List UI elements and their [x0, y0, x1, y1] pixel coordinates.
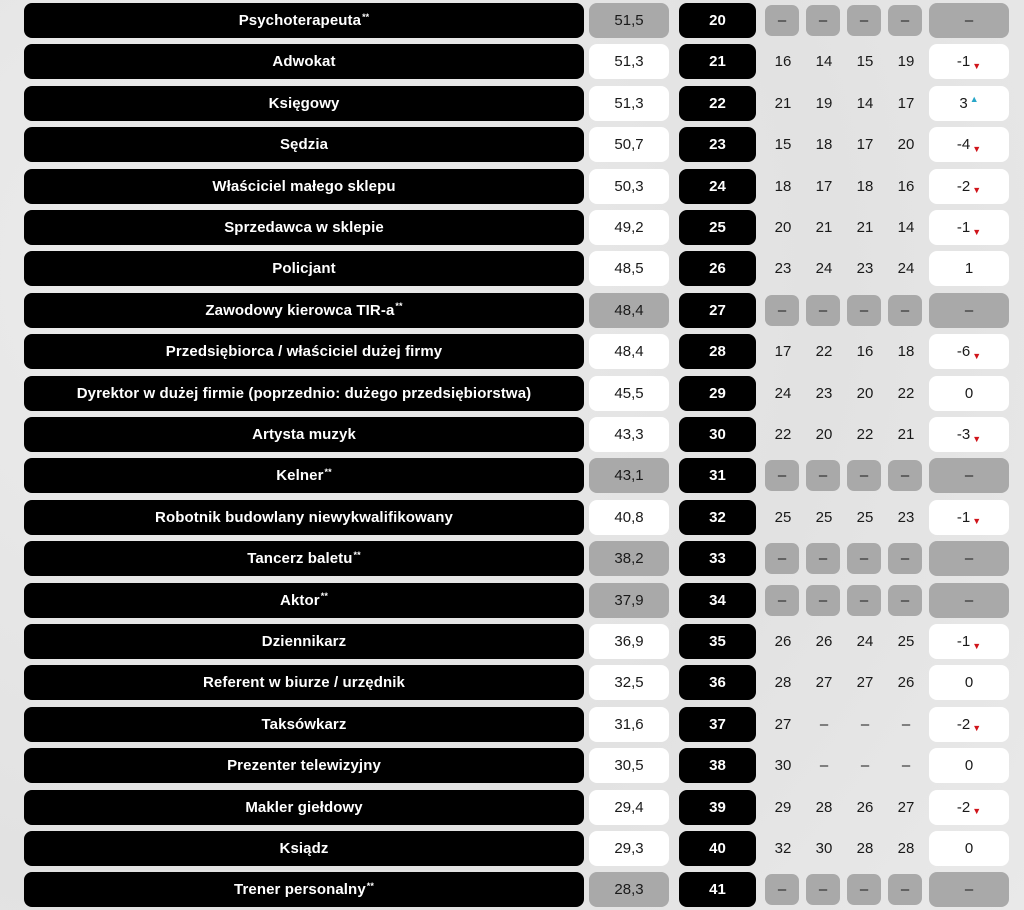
occupation-label: Artysta muzyk — [252, 426, 356, 443]
prestige-score: 45,5 — [589, 376, 669, 411]
historical-rank: 21 — [856, 219, 874, 236]
rank-position: 31 — [679, 458, 756, 493]
table-row — [0, 376, 1024, 411]
rank-change-value: -2 — [956, 177, 971, 195]
historical-rank: 17 — [774, 343, 792, 361]
historical-rank: 27 — [815, 674, 833, 692]
historical-rank: 22 — [815, 343, 833, 361]
historical-rank: – — [847, 874, 881, 905]
rank-change — [929, 541, 1009, 576]
rank-position: 38 — [679, 748, 756, 783]
rank-position: 34 — [679, 583, 756, 618]
rank-change-value: -1 — [956, 508, 971, 526]
historical-rank: – — [847, 5, 881, 36]
prestige-score: 37,9 — [589, 583, 669, 618]
historical-rank: 22 — [774, 426, 792, 443]
rank-change-value: -3 — [956, 426, 971, 443]
occupation-label: Makler giełdowy — [245, 798, 363, 816]
rank-position: 20 — [679, 3, 756, 38]
rank-position: 26 — [679, 251, 756, 286]
rank-change — [929, 872, 1009, 907]
occupation-label: Adwokat — [272, 53, 336, 71]
rank-change-value: -4 — [956, 136, 971, 154]
occupation-label: Zawodowy kierowca TIR-a — [205, 301, 395, 319]
occupation-label: Trener personalny — [234, 881, 366, 899]
prestige-score: 50,3 — [589, 169, 669, 204]
occupation-label: Policjant — [272, 260, 336, 278]
occupation-label: Księgowy — [268, 94, 340, 112]
table-row — [0, 86, 1024, 121]
prestige-score: 51,3 — [589, 86, 669, 121]
occupation-name — [24, 169, 584, 204]
table-row — [0, 334, 1024, 369]
down-arrow-icon: ▼ — [972, 433, 982, 444]
rank-change-value: -1 — [956, 633, 971, 650]
rank-change — [929, 127, 1009, 162]
occupation-name — [24, 707, 584, 742]
rank-position: 41 — [679, 872, 756, 907]
historical-rank: 28 — [897, 840, 915, 857]
historical-rank: 18 — [856, 177, 874, 195]
rank-change — [929, 293, 1009, 328]
historical-rank: 23 — [897, 508, 915, 526]
historical-rank: 27 — [856, 674, 874, 692]
historical-rank: – — [860, 715, 870, 733]
prestige-score: 49,2 — [589, 210, 669, 245]
rank-change-value: -1 — [956, 53, 971, 71]
historical-rank: 30 — [815, 840, 833, 857]
occupation-name — [24, 376, 584, 411]
prestige-score: 29,4 — [589, 790, 669, 825]
historical-rank: 17 — [897, 94, 915, 112]
occupation-name — [24, 293, 584, 328]
historical-rank: – — [847, 460, 881, 491]
table-row — [0, 417, 1024, 452]
rank-position: 39 — [679, 790, 756, 825]
rank-change — [929, 44, 1009, 79]
occupation-label: Właściciel małego sklepu — [212, 177, 396, 195]
rank-change-value: -2 — [956, 715, 971, 733]
occupation-label: Kelner — [276, 467, 324, 485]
rank-change-value: -6 — [956, 343, 971, 361]
historical-rank: – — [901, 757, 911, 775]
occupation-label: Sprzedawca w sklepie — [224, 219, 384, 236]
historical-rank: – — [847, 543, 881, 574]
occupation-label: Referent w biurze / urzędnik — [202, 674, 405, 692]
down-arrow-icon: ▼ — [972, 806, 982, 817]
historical-rank: 26 — [856, 798, 874, 816]
historical-rank: 15 — [774, 136, 792, 154]
rank-change-value: 1 — [964, 260, 974, 278]
table-row — [0, 500, 1024, 535]
up-arrow-icon: ▲ — [969, 94, 979, 105]
rank-change-value: 0 — [964, 674, 974, 692]
historical-rank: – — [765, 295, 799, 326]
occupation-name — [24, 624, 584, 659]
occupation-label: Robotnik budowlany niewykwalifikowany — [155, 508, 453, 526]
historical-rank: 23 — [774, 260, 792, 278]
footnote-mark: ** — [366, 880, 374, 891]
rank-change — [929, 458, 1009, 493]
historical-rank: 16 — [897, 177, 915, 195]
rank-change — [929, 500, 1009, 535]
occupation-name — [24, 790, 584, 825]
occupation-name — [24, 44, 584, 79]
rank-change — [929, 3, 1009, 38]
occupation-name — [24, 872, 584, 907]
occupation-name — [24, 831, 584, 866]
occupation-name — [24, 251, 584, 286]
prestige-score: 48,4 — [589, 293, 669, 328]
historical-rank: – — [901, 715, 911, 733]
rank-position: 25 — [679, 210, 756, 245]
table-row — [0, 3, 1024, 38]
rank-change-value: 0 — [964, 840, 974, 857]
table-row — [0, 624, 1024, 659]
table-row — [0, 583, 1024, 618]
rank-position: 22 — [679, 86, 756, 121]
rank-position: 29 — [679, 376, 756, 411]
rank-change-value: – — [964, 550, 974, 568]
occupation-label: Aktor — [280, 591, 320, 609]
table-row — [0, 127, 1024, 162]
footnote-mark: ** — [395, 301, 403, 312]
prestige-score: 36,9 — [589, 624, 669, 659]
historical-rank: – — [888, 295, 922, 326]
rank-change — [929, 583, 1009, 618]
down-arrow-icon: ▼ — [972, 60, 982, 71]
historical-rank: – — [888, 543, 922, 574]
table-row — [0, 541, 1024, 576]
historical-rank: – — [806, 874, 840, 905]
rank-position: 30 — [679, 417, 756, 452]
historical-rank: 24 — [897, 260, 915, 278]
occupation-name — [24, 583, 584, 618]
table-row — [0, 665, 1024, 700]
prestige-score: 40,8 — [589, 500, 669, 535]
historical-rank: – — [888, 5, 922, 36]
rank-position: 37 — [679, 707, 756, 742]
historical-rank: 25 — [856, 508, 874, 526]
rank-change-value: – — [964, 881, 974, 899]
historical-rank: 23 — [815, 384, 833, 402]
occupation-name — [24, 500, 584, 535]
prestige-score: 51,5 — [589, 3, 669, 38]
occupation-label: Prezenter telewizyjny — [227, 757, 381, 775]
historical-rank: 28 — [815, 798, 833, 816]
historical-rank: 14 — [856, 94, 874, 112]
historical-rank: 27 — [774, 715, 792, 733]
historical-rank: 27 — [897, 798, 915, 816]
historical-rank: 24 — [856, 633, 874, 650]
occupation-name — [24, 210, 584, 245]
table-row — [0, 169, 1024, 204]
rank-change — [929, 707, 1009, 742]
rank-change-value: – — [964, 12, 974, 29]
rank-change — [929, 665, 1009, 700]
historical-rank: 24 — [774, 384, 792, 402]
occupation-label: Dyrektor w dużej firmie (poprzednio: dużego przedsiębiorstwa) — [76, 384, 532, 402]
occupation-name — [24, 665, 584, 700]
prestige-score: 31,6 — [589, 707, 669, 742]
historical-rank: 14 — [815, 53, 833, 71]
down-arrow-icon: ▼ — [972, 143, 982, 154]
occupation-label: Ksiądz — [279, 840, 329, 857]
historical-rank: 24 — [815, 260, 833, 278]
historical-rank: 26 — [774, 633, 792, 650]
historical-rank: – — [806, 460, 840, 491]
rank-change — [929, 251, 1009, 286]
prestige-score: 51,3 — [589, 44, 669, 79]
rank-position: 33 — [679, 541, 756, 576]
historical-rank: – — [765, 874, 799, 905]
rank-change — [929, 417, 1009, 452]
rank-change-value: -1 — [956, 219, 971, 236]
historical-rank: – — [806, 585, 840, 616]
historical-rank: – — [765, 543, 799, 574]
historical-rank: 29 — [774, 798, 792, 816]
historical-rank: – — [765, 460, 799, 491]
rank-change — [929, 790, 1009, 825]
occupation-name — [24, 748, 584, 783]
table-row — [0, 293, 1024, 328]
table-row — [0, 707, 1024, 742]
historical-rank: – — [806, 295, 840, 326]
rank-position: 24 — [679, 169, 756, 204]
occupation-name — [24, 127, 584, 162]
historical-rank: – — [847, 585, 881, 616]
occupation-name — [24, 86, 584, 121]
rank-change-value: -2 — [956, 798, 971, 816]
occupation-label: Tancerz baletu — [247, 550, 353, 568]
rank-change-value: 0 — [964, 757, 974, 775]
down-arrow-icon: ▼ — [972, 185, 982, 196]
historical-rank: – — [806, 543, 840, 574]
historical-rank: – — [860, 757, 870, 775]
rank-change — [929, 210, 1009, 245]
prestige-score: 28,3 — [589, 872, 669, 907]
historical-rank: 22 — [897, 384, 915, 402]
table-row — [0, 458, 1024, 493]
occupation-label: Psychoterapeuta — [238, 12, 362, 29]
historical-rank: 25 — [774, 508, 792, 526]
historical-rank: – — [888, 585, 922, 616]
historical-rank: 16 — [856, 343, 874, 361]
historical-rank: 21 — [815, 219, 833, 236]
table-row — [0, 790, 1024, 825]
historical-rank: – — [888, 460, 922, 491]
historical-rank: 18 — [774, 177, 792, 195]
rank-change — [929, 169, 1009, 204]
prestige-score: 32,5 — [589, 665, 669, 700]
historical-rank: 18 — [815, 136, 833, 154]
rank-change-value: – — [964, 591, 974, 609]
rank-change — [929, 624, 1009, 659]
rank-change-value: 0 — [964, 384, 974, 402]
rank-change — [929, 86, 1009, 121]
rank-position: 21 — [679, 44, 756, 79]
prestige-score: 43,3 — [589, 417, 669, 452]
occupation-label: Sędzia — [279, 136, 329, 154]
historical-rank: 26 — [897, 674, 915, 692]
historical-rank: 17 — [856, 136, 874, 154]
down-arrow-icon: ▼ — [972, 640, 982, 651]
historical-rank: 20 — [856, 384, 874, 402]
historical-rank: – — [765, 585, 799, 616]
footnote-mark: ** — [353, 549, 361, 560]
historical-rank: – — [819, 757, 829, 775]
footnote-mark: ** — [320, 591, 328, 602]
historical-rank: 16 — [774, 53, 792, 71]
historical-rank: – — [847, 295, 881, 326]
occupation-label: Przedsiębiorca / właściciel dużej firmy — [165, 343, 443, 361]
historical-rank: 32 — [774, 840, 792, 857]
historical-rank: 22 — [856, 426, 874, 443]
historical-rank: 25 — [815, 508, 833, 526]
historical-rank: 20 — [774, 219, 792, 236]
down-arrow-icon: ▼ — [972, 723, 982, 734]
rank-change-value: – — [964, 301, 974, 319]
historical-rank: 15 — [856, 53, 874, 71]
historical-rank: 20 — [815, 426, 833, 443]
historical-rank: – — [806, 5, 840, 36]
table-row — [0, 872, 1024, 907]
table-row — [0, 44, 1024, 79]
occupation-name — [24, 334, 584, 369]
historical-rank: 26 — [815, 633, 833, 650]
rank-change — [929, 748, 1009, 783]
historical-rank: 14 — [897, 219, 915, 236]
historical-rank: – — [888, 874, 922, 905]
occupation-label: Taksówkarz — [261, 715, 347, 733]
occupation-label: Dziennikarz — [261, 633, 347, 650]
down-arrow-icon: ▼ — [972, 226, 982, 237]
rank-change-value: – — [964, 467, 974, 485]
occupation-name — [24, 3, 584, 38]
rank-change — [929, 376, 1009, 411]
historical-rank: 21 — [774, 94, 792, 112]
table-row — [0, 748, 1024, 783]
historical-rank: 17 — [815, 177, 833, 195]
prestige-score: 30,5 — [589, 748, 669, 783]
footnote-mark: ** — [324, 466, 332, 477]
table-row — [0, 831, 1024, 866]
rank-position: 27 — [679, 293, 756, 328]
rank-change — [929, 831, 1009, 866]
rank-change-value: 3 — [959, 94, 968, 112]
historical-rank: – — [819, 715, 829, 733]
down-arrow-icon: ▼ — [972, 516, 982, 527]
table-row — [0, 251, 1024, 286]
rank-position: 28 — [679, 334, 756, 369]
prestige-score: 48,4 — [589, 334, 669, 369]
historical-rank: 30 — [774, 757, 792, 775]
rank-position: 32 — [679, 500, 756, 535]
historical-rank: 23 — [856, 260, 874, 278]
prestige-score: 29,3 — [589, 831, 669, 866]
prestige-score: 43,1 — [589, 458, 669, 493]
rank-position: 40 — [679, 831, 756, 866]
historical-rank: 28 — [856, 840, 874, 857]
historical-rank: 25 — [897, 633, 915, 650]
historical-rank: – — [765, 5, 799, 36]
prestige-score: 50,7 — [589, 127, 669, 162]
occupation-name — [24, 541, 584, 576]
occupation-name — [24, 458, 584, 493]
historical-rank: 19 — [897, 53, 915, 71]
rank-position: 23 — [679, 127, 756, 162]
historical-rank: 18 — [897, 343, 915, 361]
historical-rank: 19 — [815, 94, 833, 112]
footnote-mark: ** — [362, 11, 370, 22]
table-row — [0, 210, 1024, 245]
rank-change — [929, 334, 1009, 369]
historical-rank: 20 — [897, 136, 915, 154]
prestige-score: 38,2 — [589, 541, 669, 576]
historical-rank: 28 — [774, 674, 792, 692]
rank-position: 36 — [679, 665, 756, 700]
prestige-score: 48,5 — [589, 251, 669, 286]
down-arrow-icon: ▼ — [972, 350, 982, 361]
occupation-name — [24, 417, 584, 452]
historical-rank: 21 — [897, 426, 915, 443]
rank-position: 35 — [679, 624, 756, 659]
